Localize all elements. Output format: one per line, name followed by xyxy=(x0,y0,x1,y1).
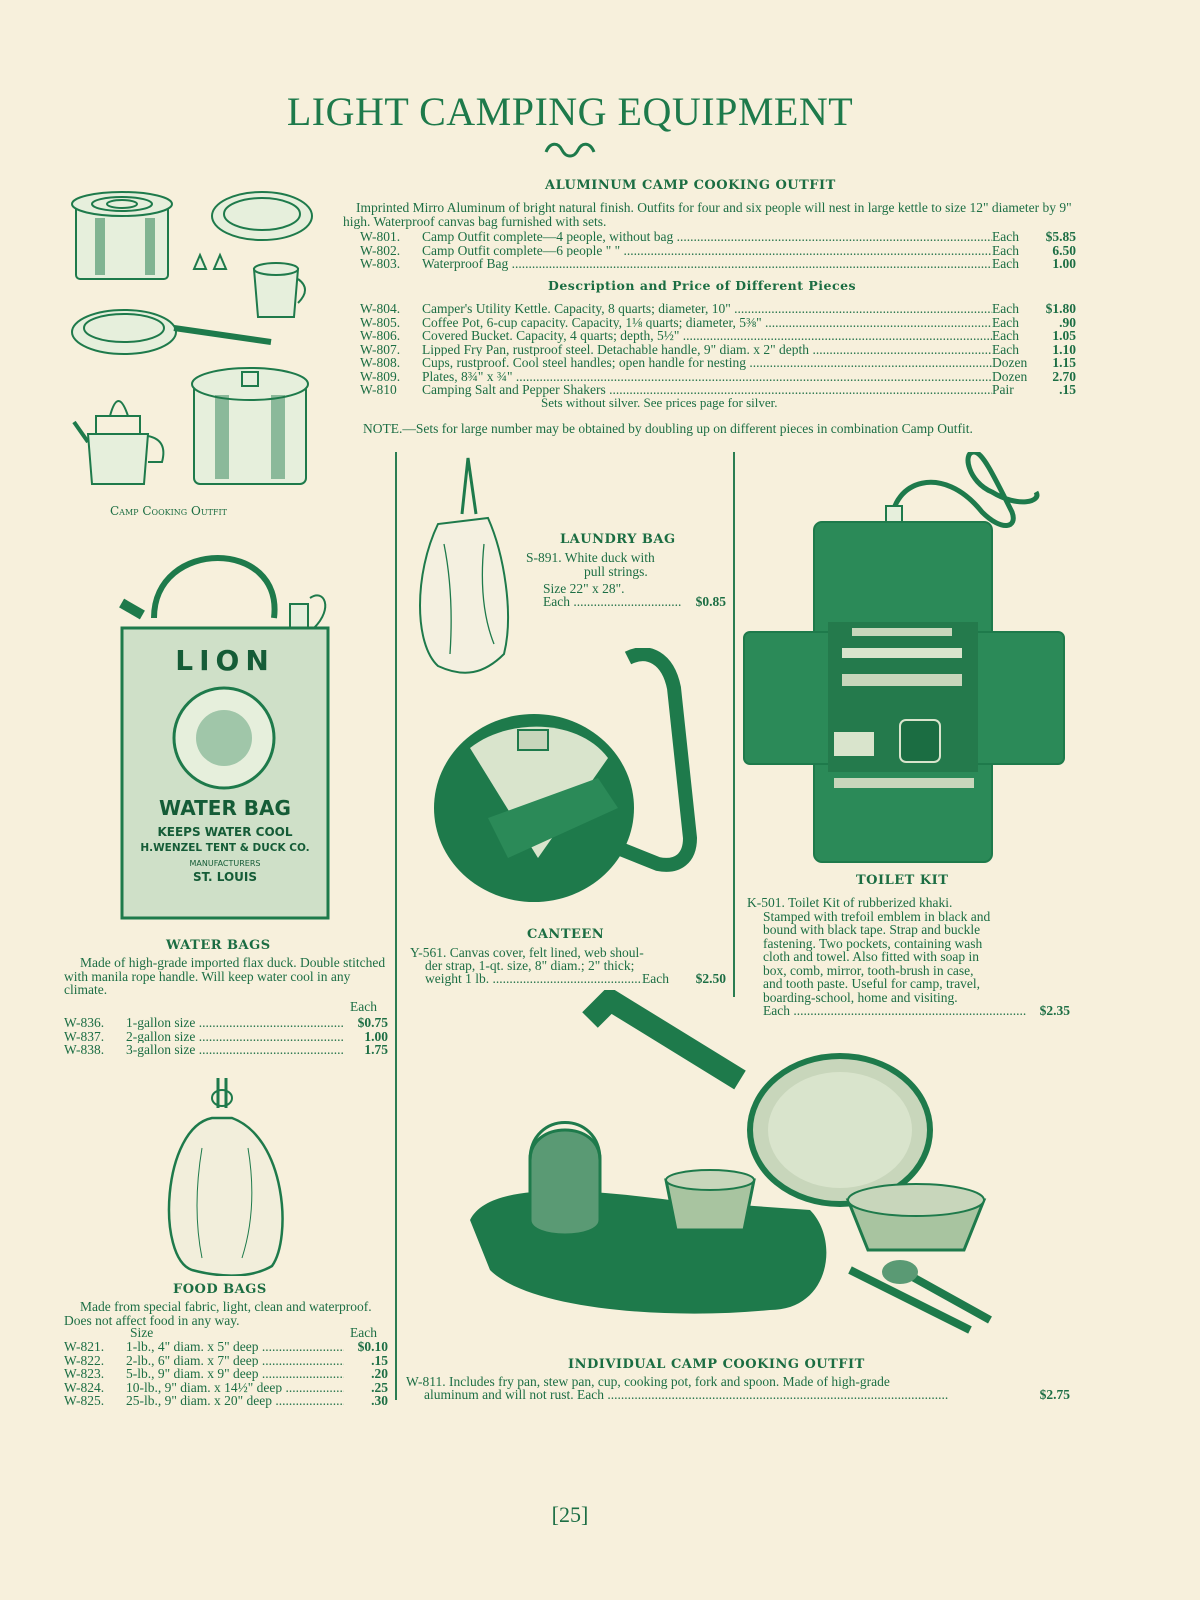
list-item: W-822. 2-lb., 6" diam. x 7" deep ..... .15 xyxy=(64,1354,388,1368)
list-item: W-824. 10-lb., 9" diam. x 14½" deep ..... .25 xyxy=(64,1381,388,1395)
cooking-outfit-heading: ALUMINUM CAMP COOKING OUTFIT xyxy=(545,178,836,193)
food-bags-desc: Made from special fabric, light, clean and waterproof. Does not affect food in any way. xyxy=(64,1299,372,1328)
list-item: W-821. 1-lb., 4" diam. x 5" deep ..... $0.10 xyxy=(64,1340,388,1354)
canteen-line1: Y-561. Canvas cover, felt lined, web shoul- xyxy=(410,945,644,960)
laundry-bag-size: Size 22" x 28". xyxy=(543,581,625,596)
pieces-heading: Description and Price of Different Pieces xyxy=(548,278,857,293)
bag-role: MANUFACTURERS xyxy=(189,859,261,868)
laundry-bag-line1: S-891. White duck with xyxy=(526,550,655,565)
list-item: W-802. Camp Outfit complete—6 people " " ..... Each 6.50 xyxy=(360,244,1076,258)
canteen-illustration xyxy=(428,648,712,918)
canteen-heading: CANTEEN xyxy=(527,927,605,942)
list-item: W-804. Camper's Utility Kettle. Capacity, 8 quarts; diameter, 10" ..... Each $1.80 xyxy=(360,302,1076,316)
combination-note: NOTE.—Sets for large number may be obtained by doubling up on different pieces in combination Camp Outfit. xyxy=(363,421,973,436)
list-item: W-805. Coffee Pot, 6-cup capacity. Capacity, 1⅛ quarts; diameter, 5⅜" ..... Each .90 xyxy=(360,316,1076,330)
laundry-bag-illustration xyxy=(414,454,514,680)
food-bag-illustration xyxy=(162,1068,288,1276)
bag-maker: H.WENZEL TENT & DUCK CO. xyxy=(140,842,310,854)
list-item: W-809. Plates, 8¾" x ¾" ..... Dozen 2.70 xyxy=(360,370,1076,384)
laundry-bag-heading: LAUNDRY BAG xyxy=(560,532,676,547)
list-item: W-838. 3-gallon size ..... 1.75 xyxy=(64,1043,388,1057)
laundry-bag-price-row: Each ..... $0.85 xyxy=(543,595,726,609)
page-title: LIGHT CAMPING EQUIPMENT xyxy=(286,89,854,134)
bag-brand: LION xyxy=(175,644,275,677)
list-item: W-837. 2-gallon size ..... 1.00 xyxy=(64,1030,388,1044)
cooking-outfit-list xyxy=(360,230,1076,271)
food-bags-heading: FOOD BAGS xyxy=(173,1282,267,1297)
bag-product: WATER BAG xyxy=(159,796,291,820)
food-bags-list xyxy=(64,1340,388,1408)
list-item: W-807. Lipped Fry Pan, rustproof steel. Detachable handle, 9" diam. x 2" depth ..... Each 1.10 xyxy=(360,343,1076,357)
canteen-line2: der strap, 1-qt. size, 8" diam.; 2" thick; xyxy=(425,958,635,973)
silver-note: Sets without silver. See prices page for silver. xyxy=(541,395,778,410)
ornament-icon xyxy=(540,140,600,160)
page-number: [25] xyxy=(551,1502,589,1527)
list-item: W-825. 25-lb., 9" diam. x 20" deep ..... .30 xyxy=(64,1394,388,1408)
list-item: W-806. Covered Bucket. Capacity, 4 quarts; depth, 5½" ..... Each 1.05 xyxy=(360,329,1076,343)
water-bags-desc: Made of high-grade imported flax duck. Double stitched with manila rope handle. Will keep water cool in any climate. xyxy=(64,955,386,997)
camp-cooking-outfit-illustration xyxy=(66,184,326,499)
water-bags-list xyxy=(64,1016,388,1057)
list-item: W-801. Camp Outfit complete—4 people, without bag ..... Each $5.85 xyxy=(360,230,1076,244)
laundry-bag-line2: pull strings. xyxy=(584,564,648,579)
cooking-outfit-intro: Imprinted Mirro Aluminum of bright natural finish. Outfits for four and six people will nest in large kettle to size 12" diameter by 9" high. Waterproof canvas bag furnished with sets. xyxy=(343,200,1072,229)
food-bags-size-label: Size xyxy=(130,1325,154,1340)
individual-outfit-illustration xyxy=(470,990,1030,1350)
list-item: W-823. 5-lb., 9" diam. x 9" deep ..... .20 xyxy=(64,1367,388,1381)
camp-cooking-outfit-caption: Camp Cooking Outfit xyxy=(110,504,227,518)
water-bags-heading: WATER BAGS xyxy=(166,938,271,953)
column-divider xyxy=(733,452,735,997)
water-bags-each-label: Each xyxy=(350,999,377,1014)
list-item: W-810 Camping Salt and Pepper Shakers ..... Pair .15 xyxy=(360,383,1076,397)
toilet-kit-desc: K-501. Toilet Kit of rubberized khaki. Stamped with trefoil emblem in black and bound with black tape. Strap and buckle fastening. Two pockets, containing wash cloth and towel. Also fitted with soap in box, comb, mirror, tooth-brush in case, and tooth paste. Useful for camp, travel, boarding-school, home and visiting. xyxy=(747,895,991,1005)
list-item: W-803. Waterproof Bag ..... Each 1.00 xyxy=(360,257,1076,271)
individual-outfit-price-row: aluminum and will not rust. Each ..... $2.75 xyxy=(424,1388,1070,1402)
toilet-kit-price-row: Each ..... $2.35 xyxy=(763,1004,1070,1018)
individual-outfit-line1: W-811. Includes fry pan, stew pan, cup, cooking pot, fork and spoon. Made of high-grade xyxy=(406,1374,890,1389)
list-item: W-808. Cups, rustproof. Cool steel handles; open handle for nesting ..... Dozen 1.15 xyxy=(360,356,1076,370)
individual-outfit-heading: INDIVIDUAL CAMP COOKING OUTFIT xyxy=(568,1357,865,1372)
food-bags-each-label: Each xyxy=(350,1325,377,1340)
bag-slogan: KEEPS WATER COOL xyxy=(157,825,293,839)
column-divider xyxy=(395,452,397,1400)
toilet-kit-heading: TOILET KIT xyxy=(856,873,949,888)
list-item: W-836. 1-gallon size ..... $0.75 xyxy=(64,1016,388,1030)
pieces-list xyxy=(360,302,1076,397)
toilet-kit-illustration xyxy=(742,452,1072,864)
water-bag-print xyxy=(114,548,336,920)
canteen-price-row: weight 1 lb. ..... Each $2.50 xyxy=(425,972,726,986)
bag-city: ST. LOUIS xyxy=(192,870,257,884)
